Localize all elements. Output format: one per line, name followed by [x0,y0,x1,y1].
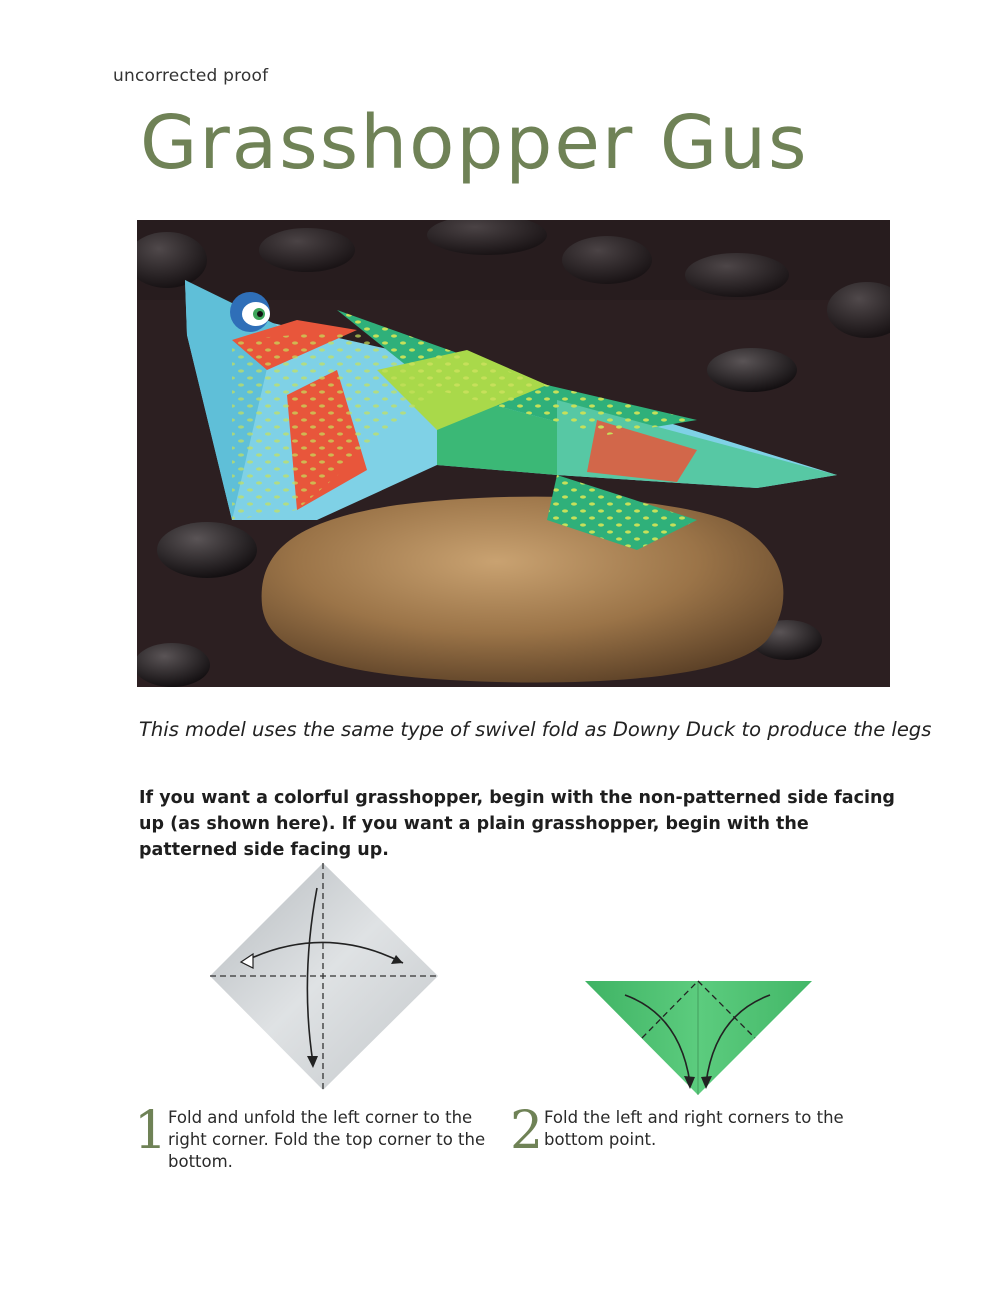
pebble [157,522,257,578]
proof-note: uncorrected proof [113,66,269,86]
page-title: Grasshopper Gus [140,100,809,186]
step-1-diagram [205,858,445,1098]
pebble [707,348,797,392]
rock [262,497,784,683]
step-2-diagram [580,975,820,1100]
pebble [259,228,355,272]
grasshopper-photo [137,220,890,687]
step-number: 2 [510,1101,544,1161]
step-text: Fold the left and right corners to the bottom point. [544,1108,844,1149]
pebble [685,253,789,297]
step-number: 1 [134,1101,168,1161]
green-paper-triangle [585,981,812,1095]
pebble [137,643,210,687]
step-text: Fold and unfold the left corner to the right corner. Fold the top corner to the bottom. [168,1108,486,1171]
intro-text: This model uses the same type of swivel fold as Downy Duck to produce the legs [139,718,932,741]
instructions-text: If you want a colorful grasshopper, begin with the non-patterned side facing up (as shown here). If you want a plain grasshopper, begin with the patterned side facing up. [139,788,895,860]
pebble [562,236,652,284]
